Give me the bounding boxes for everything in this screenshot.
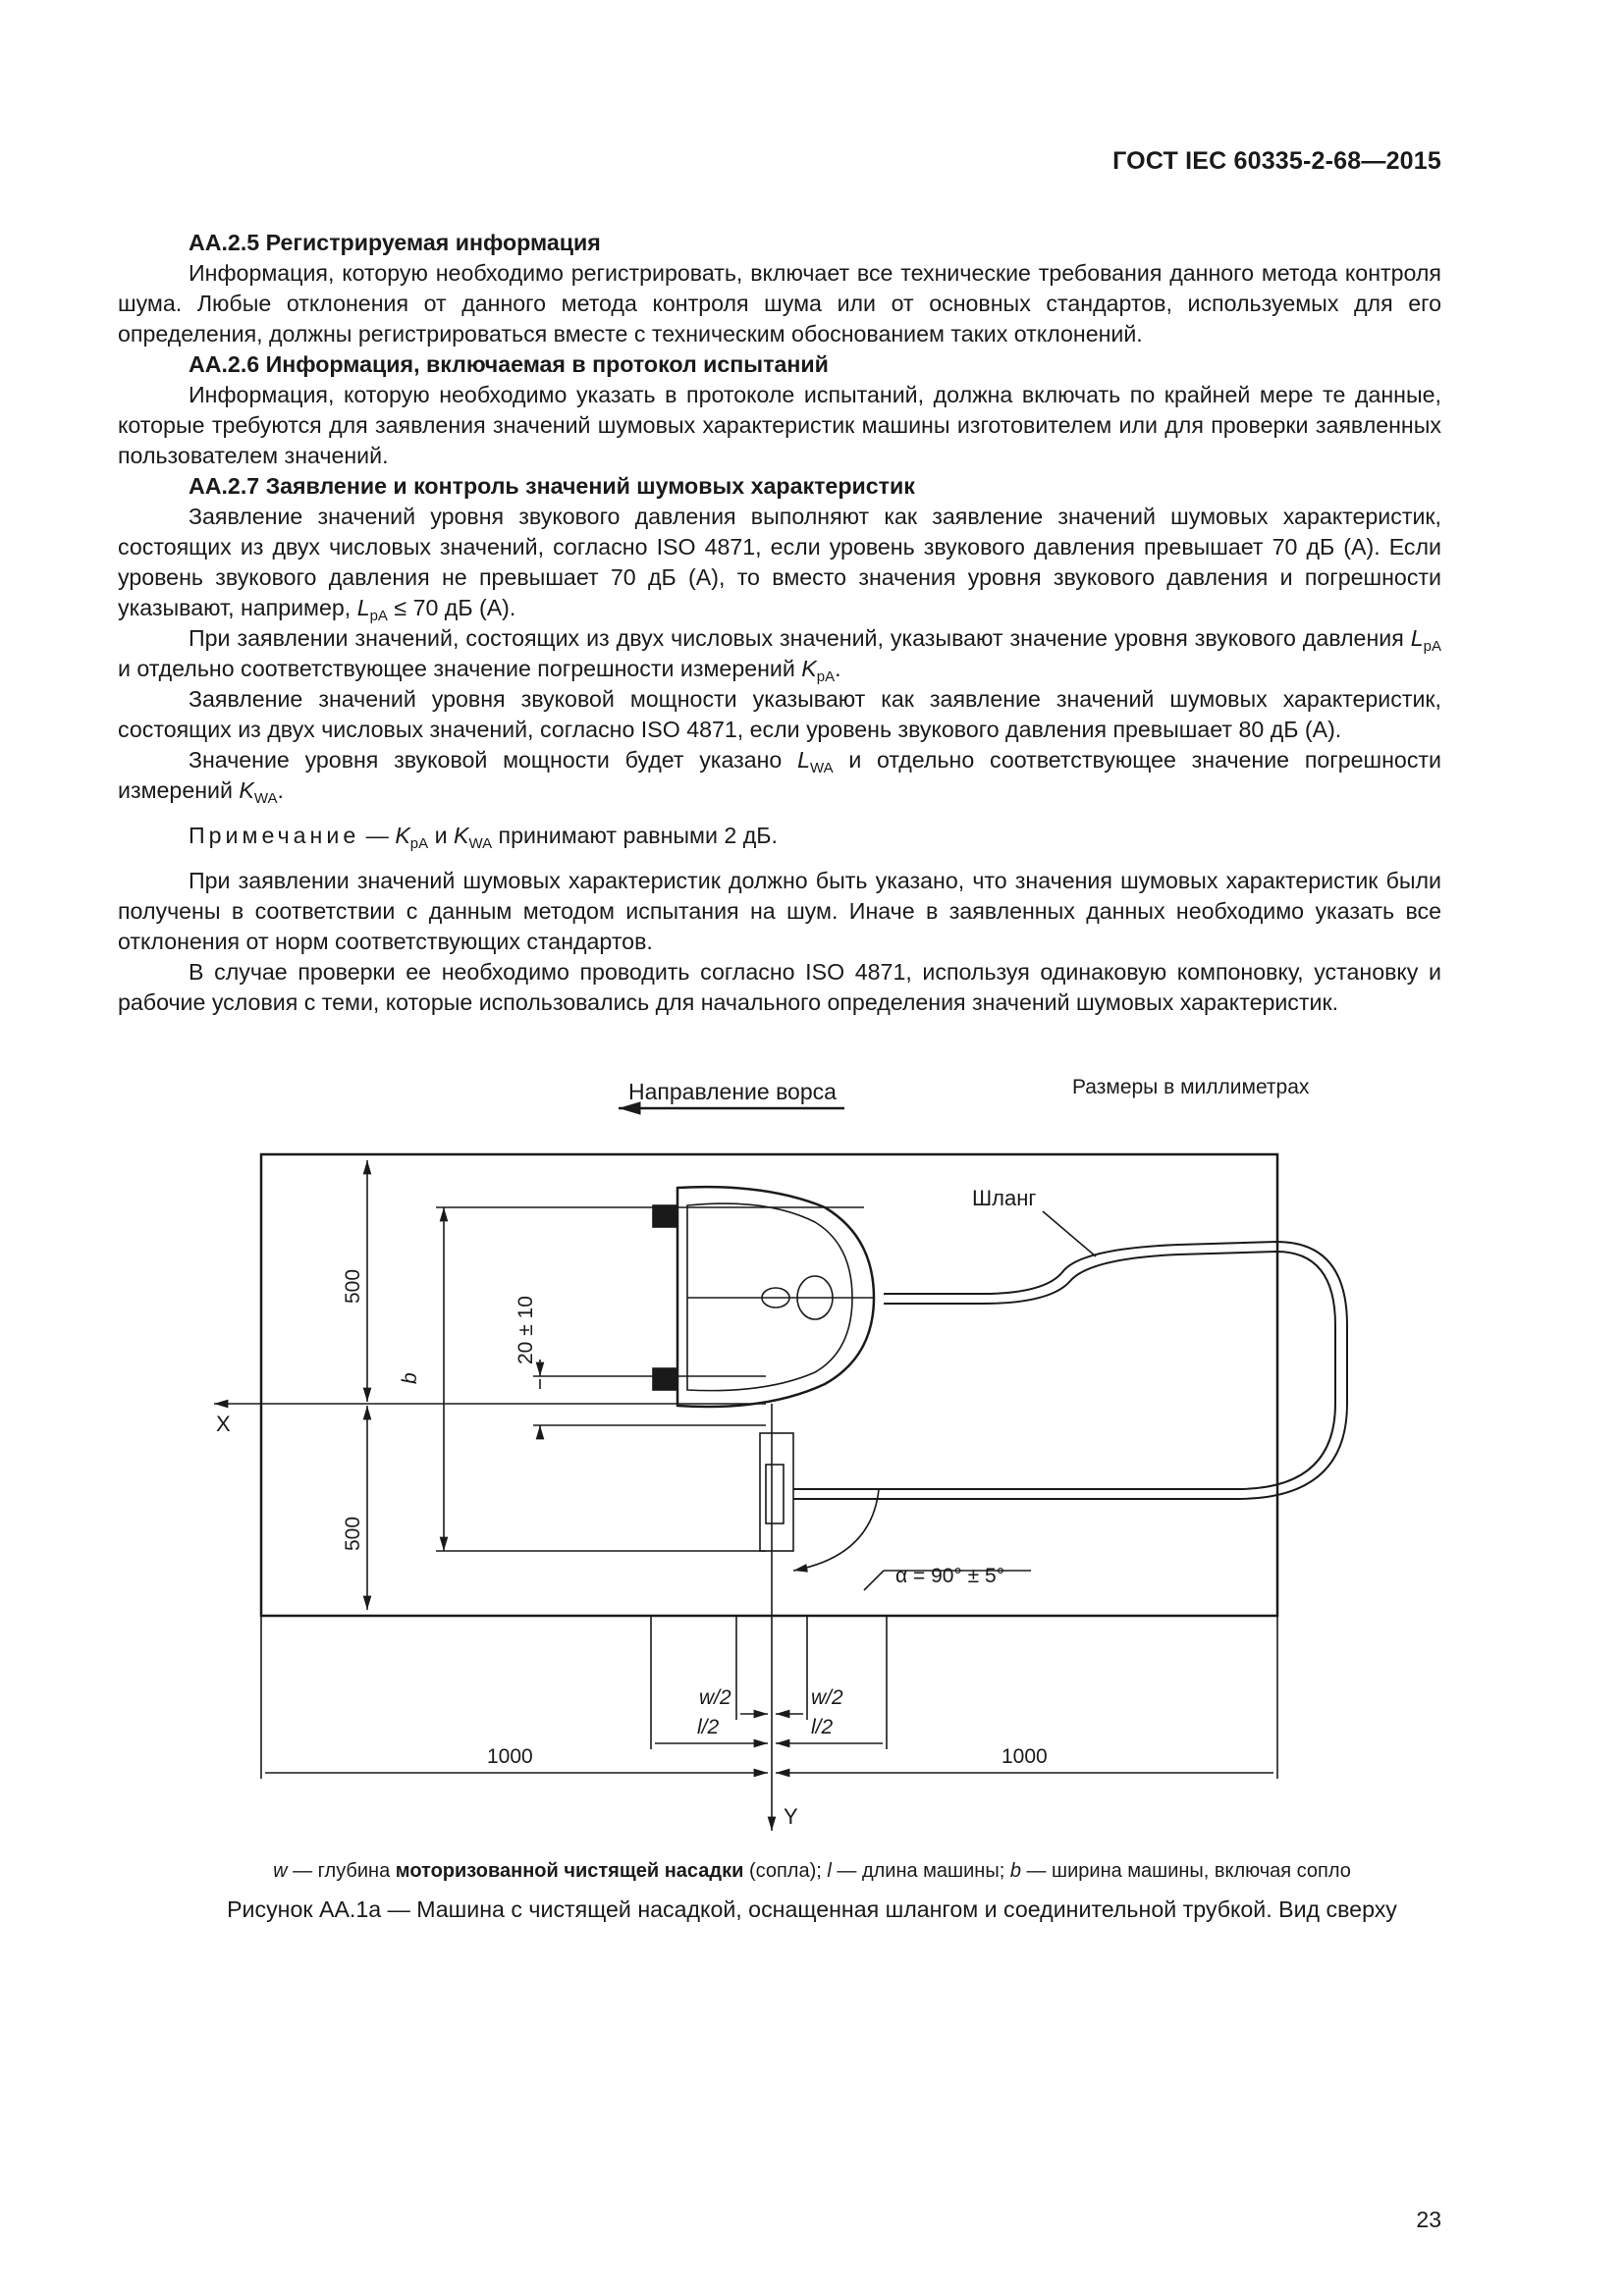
note: Примечание — $K_{pA}$ и $K_{WA}$ принимают равными 2 дБ.	[189, 823, 778, 852]
dim-1000-right: 1000	[1001, 1745, 1048, 1768]
paragraph-aa26-1: Информация, которую необходимо указать в протоколе испытаний, должна включать по крайней мере те данные, которые требуются для заявления значений шумовых характеристик машины изготовителем или для проверки заявленных пользователем значений.	[118, 382, 1441, 468]
section-title-aa26: АА.2.6 Информация, включаемая в протокол испытаний	[189, 351, 829, 377]
hose-label: Шланг	[972, 1186, 1037, 1210]
l2-left: l/2	[697, 1716, 720, 1738]
dim-1000-left: 1000	[487, 1745, 533, 1768]
section-title-aa25: АА.2.5 Регистрируемая информация	[189, 230, 601, 255]
w2-left: w/2	[699, 1686, 731, 1709]
angle-label: α = 90° ± 5°	[895, 1565, 1005, 1587]
figure-drawing	[0, 1041, 1624, 1845]
dim-b: b	[399, 1372, 421, 1384]
pile-direction-label: Направление ворса	[628, 1079, 837, 1104]
section-title-aa27: АА.2.7 Заявление и контроль значений шумовых характеристик	[189, 473, 915, 499]
paragraph-aa27-3: Заявление значений уровня звуковой мощности указывают как заявление значений шумовых характеристик, состоящих из двух числовых значений, согласно ISO 4871, если уровень звукового давления превышает 80 дБ (А).	[118, 686, 1441, 742]
angle-arc	[793, 1489, 879, 1571]
figure-caption: Рисунок АА.1а — Машина с чистящей насадкой, оснащенная шлангом и соединительной трубкой. Вид сверху	[227, 1896, 1397, 1922]
nozzle	[760, 1433, 793, 1551]
machine-body	[677, 1187, 874, 1407]
document-body	[118, 228, 1441, 1018]
l2-right: l/2	[811, 1716, 834, 1738]
dim-500-bottom: 500	[342, 1516, 364, 1551]
paragraph-aa27-1: Заявление значений уровня звукового давления выполняют как заявление значений шумовых характеристик, состоящих из двух числовых значений, согласно ISO 4871, если уровень звукового давления превышает 70 дБ (А). Если уровень звукового давления не превышает 70 дБ (А), то вместо значения уровня звукового давления и погрешности указывают, например, $L_{pA} \le 70$ дБ (А).	[118, 504, 1441, 624]
paragraph-aa25-1: Информация, которую необходимо регистрировать, включает все технические требования данного метода контроля шума. Любые отклонения от данного метода контроля шума или от основных стандартов, используемых для его определения, должны регистрироваться вместе с техническим обоснованием таких отклонений.	[118, 260, 1441, 347]
axis-y-label: Y	[784, 1804, 798, 1829]
figure-aa1a	[0, 1041, 1624, 1845]
w2-right: w/2	[811, 1686, 843, 1709]
figure-legend: w — глубина моторизованной чистящей насадки (сопла); l — длина машины; b — ширина машины, включая сопло	[273, 1860, 1351, 1882]
paragraph-aa27-6: В случае проверки ее необходимо проводить согласно ISO 4871, используя одинаковую компоновку, установку и рабочие условия с теми, которые использовались для начального определения значений шумовых характеристик.	[118, 959, 1441, 1015]
dim-500-top: 500	[342, 1268, 364, 1304]
page-number: 23	[1416, 2207, 1441, 2232]
paragraph-aa27-2: При заявлении значений, состоящих из двух числовых значений, указывают значение уровня звукового давления $L_{pA}$ и отдельно соответствующее значение погрешности измерений $K_{pA}$.	[118, 625, 1441, 685]
document-header: ГОСТ IEC 60335-2-68—2015	[1112, 147, 1441, 175]
axis-x-label: X	[216, 1412, 231, 1436]
dimensions-note: Размеры в миллиметрах	[1072, 1076, 1310, 1098]
paragraph-aa27-4: Значение уровня звуковой мощности будет указано $L_{WA}$ и отдельно соответствующее значение погрешности измерений $K_{WA}$.	[118, 747, 1441, 807]
paragraph-aa27-5: При заявлении значений шумовых характеристик должно быть указано, что значения шумовых характеристик были получены в соответствии с данным методом испытания на шум. Иначе в заявленных данных необходимо указать все отклонения от норм соответствующих стандартов.	[118, 868, 1441, 954]
dim-20: 20 ± 10	[514, 1296, 537, 1364]
